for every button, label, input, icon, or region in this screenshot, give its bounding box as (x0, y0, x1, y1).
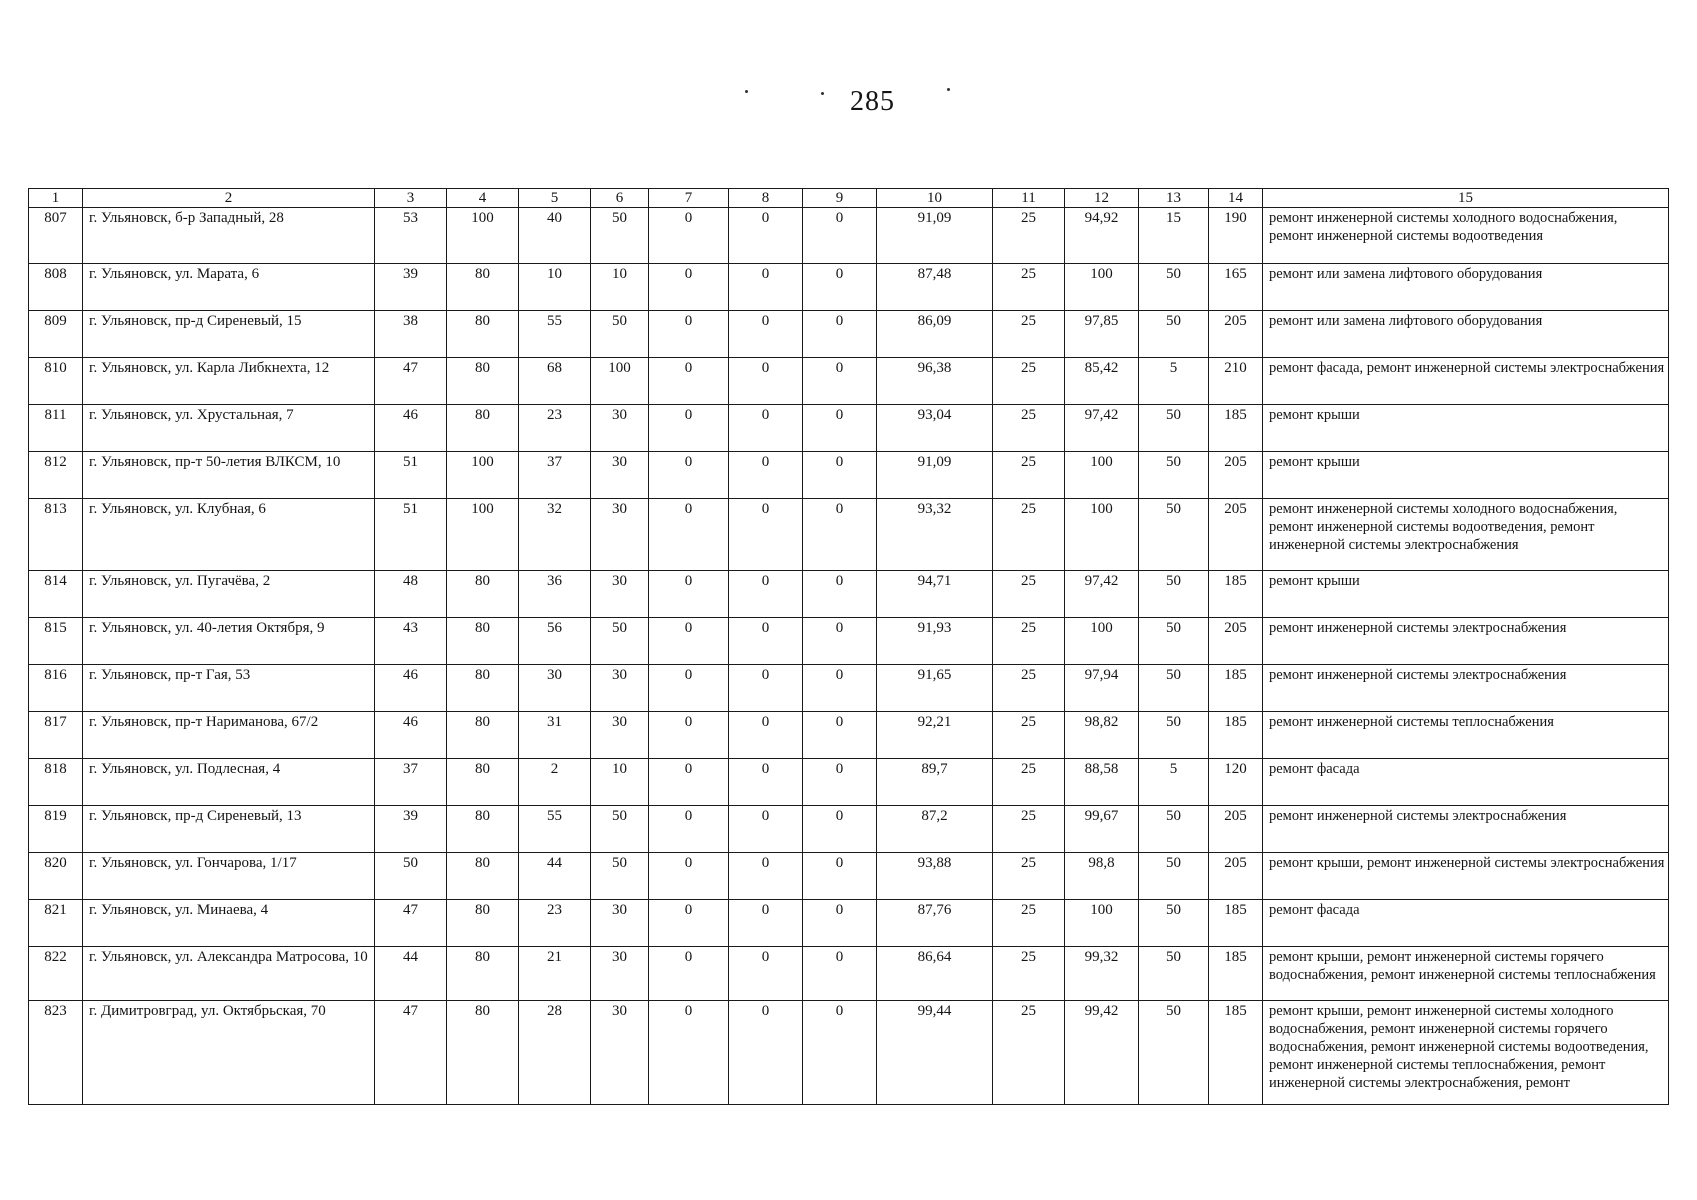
value-cell-col-12: 97,85 (1065, 311, 1139, 358)
address-cell: г. Ульяновск, ул. Подлесная, 4 (83, 759, 375, 806)
value-cell-col-6: 50 (591, 618, 649, 665)
address-cell: г. Димитровград, ул. Октябрьская, 70 (83, 1001, 375, 1105)
row-number-cell: 813 (29, 499, 83, 571)
value-cell-col-7: 0 (649, 712, 729, 759)
table-row (29, 618, 1669, 665)
table-row (29, 499, 1669, 571)
value-cell-col-11: 25 (993, 947, 1065, 1001)
value-cell-col-14: 185 (1209, 1001, 1263, 1105)
value-cell-col-11: 25 (993, 618, 1065, 665)
value-cell-col-4: 100 (447, 208, 519, 264)
value-cell-col-3: 47 (375, 900, 447, 947)
page-number: 285 (850, 86, 895, 117)
value-cell-col-7: 0 (649, 947, 729, 1001)
value-cell-col-4: 80 (447, 853, 519, 900)
table-row (29, 208, 1669, 264)
value-cell-col-7: 0 (649, 618, 729, 665)
value-cell-col-7: 0 (649, 264, 729, 311)
row-number-cell: 820 (29, 853, 83, 900)
value-cell-col-8: 0 (729, 452, 803, 499)
work-description-cell: ремонт или замена лифтового оборудования (1263, 264, 1669, 311)
value-cell-col-8: 0 (729, 1001, 803, 1105)
table-row (29, 311, 1669, 358)
value-cell-col-11: 25 (993, 358, 1065, 405)
value-cell-col-7: 0 (649, 759, 729, 806)
value-cell-col-7: 0 (649, 900, 729, 947)
table-row (29, 806, 1669, 853)
value-cell-col-14: 185 (1209, 665, 1263, 712)
value-cell-col-9: 0 (803, 806, 877, 853)
value-cell-col-8: 0 (729, 665, 803, 712)
value-cell-col-9: 0 (803, 618, 877, 665)
value-cell-col-11: 25 (993, 900, 1065, 947)
value-cell-col-12: 99,42 (1065, 1001, 1139, 1105)
value-cell-col-6: 100 (591, 358, 649, 405)
value-cell-col-14: 210 (1209, 358, 1263, 405)
value-cell-col-5: 23 (519, 405, 591, 452)
address-cell: г. Ульяновск, ул. 40-летия Октября, 9 (83, 618, 375, 665)
value-cell-col-8: 0 (729, 208, 803, 264)
work-description-cell: ремонт крыши, ремонт инженерной системы горячего водоснабжения, ремонт инженерной системы теплоснабжения (1263, 947, 1669, 1001)
value-cell-col-3: 43 (375, 618, 447, 665)
table-row (29, 452, 1669, 499)
value-cell-col-4: 80 (447, 806, 519, 853)
address-cell: г. Ульяновск, пр-т Гая, 53 (83, 665, 375, 712)
value-cell-col-6: 10 (591, 759, 649, 806)
row-number-cell: 823 (29, 1001, 83, 1105)
scan-speck (947, 88, 950, 91)
value-cell-col-7: 0 (649, 853, 729, 900)
value-cell-col-4: 80 (447, 618, 519, 665)
address-cell: г. Ульяновск, ул. Пугачёва, 2 (83, 571, 375, 618)
value-cell-col-4: 80 (447, 900, 519, 947)
value-cell-col-4: 80 (447, 311, 519, 358)
value-cell-col-13: 50 (1139, 712, 1209, 759)
value-cell-col-11: 25 (993, 665, 1065, 712)
address-cell: г. Ульяновск, ул. Хрустальная, 7 (83, 405, 375, 452)
value-cell-col-12: 99,32 (1065, 947, 1139, 1001)
column-header-8: 8 (729, 189, 803, 208)
value-cell-col-8: 0 (729, 618, 803, 665)
value-cell-col-14: 185 (1209, 712, 1263, 759)
table-row (29, 358, 1669, 405)
address-cell: г. Ульяновск, ул. Гончарова, 1/17 (83, 853, 375, 900)
column-header-5: 5 (519, 189, 591, 208)
work-description-cell: ремонт крыши, ремонт инженерной системы электроснабжения (1263, 853, 1669, 900)
value-cell-col-8: 0 (729, 853, 803, 900)
row-number-cell: 816 (29, 665, 83, 712)
scan-speck (745, 90, 748, 93)
value-cell-col-10: 91,09 (877, 452, 993, 499)
value-cell-col-9: 0 (803, 452, 877, 499)
row-number-cell: 814 (29, 571, 83, 618)
value-cell-col-10: 96,38 (877, 358, 993, 405)
value-cell-col-8: 0 (729, 759, 803, 806)
address-cell: г. Ульяновск, ул. Карла Либкнехта, 12 (83, 358, 375, 405)
row-number-cell: 821 (29, 900, 83, 947)
value-cell-col-5: 30 (519, 665, 591, 712)
value-cell-col-5: 40 (519, 208, 591, 264)
value-cell-col-5: 68 (519, 358, 591, 405)
row-number-cell: 822 (29, 947, 83, 1001)
value-cell-col-8: 0 (729, 311, 803, 358)
value-cell-col-10: 94,71 (877, 571, 993, 618)
value-cell-col-12: 100 (1065, 264, 1139, 311)
value-cell-col-3: 47 (375, 358, 447, 405)
value-cell-col-12: 97,42 (1065, 571, 1139, 618)
value-cell-col-11: 25 (993, 264, 1065, 311)
value-cell-col-12: 100 (1065, 618, 1139, 665)
value-cell-col-12: 98,8 (1065, 853, 1139, 900)
row-number-cell: 810 (29, 358, 83, 405)
value-cell-col-13: 50 (1139, 264, 1209, 311)
value-cell-col-14: 185 (1209, 947, 1263, 1001)
value-cell-col-5: 21 (519, 947, 591, 1001)
value-cell-col-6: 30 (591, 665, 649, 712)
row-number-cell: 817 (29, 712, 83, 759)
value-cell-col-11: 25 (993, 806, 1065, 853)
value-cell-col-4: 80 (447, 264, 519, 311)
value-cell-col-14: 205 (1209, 806, 1263, 853)
table-row (29, 665, 1669, 712)
table-row (29, 759, 1669, 806)
value-cell-col-8: 0 (729, 264, 803, 311)
address-cell: г. Ульяновск, ул. Марата, 6 (83, 264, 375, 311)
value-cell-col-9: 0 (803, 712, 877, 759)
value-cell-col-3: 51 (375, 499, 447, 571)
value-cell-col-11: 25 (993, 311, 1065, 358)
value-cell-col-8: 0 (729, 900, 803, 947)
value-cell-col-13: 50 (1139, 405, 1209, 452)
work-description-cell: ремонт крыши, ремонт инженерной системы холодного водоснабжения, ремонт инженерной системы горячего водоснабжения, ремонт инженерной системы водоотведения, ремонт инженерной системы теплоснабжения, ремонт инженерной системы электроснабжения, ремонт (1263, 1001, 1669, 1105)
work-description-cell: ремонт фасада (1263, 900, 1669, 947)
column-header-6: 6 (591, 189, 649, 208)
value-cell-col-13: 50 (1139, 311, 1209, 358)
row-number-cell: 809 (29, 311, 83, 358)
value-cell-col-10: 91,65 (877, 665, 993, 712)
row-number-cell: 818 (29, 759, 83, 806)
repair-program-table-container (28, 188, 1668, 1105)
column-header-9: 9 (803, 189, 877, 208)
value-cell-col-8: 0 (729, 947, 803, 1001)
value-cell-col-6: 30 (591, 712, 649, 759)
value-cell-col-13: 50 (1139, 806, 1209, 853)
value-cell-col-5: 55 (519, 806, 591, 853)
value-cell-col-12: 85,42 (1065, 358, 1139, 405)
value-cell-col-14: 120 (1209, 759, 1263, 806)
work-description-cell: ремонт или замена лифтового оборудования (1263, 311, 1669, 358)
value-cell-col-12: 97,94 (1065, 665, 1139, 712)
value-cell-col-9: 0 (803, 900, 877, 947)
value-cell-col-4: 80 (447, 405, 519, 452)
value-cell-col-12: 88,58 (1065, 759, 1139, 806)
value-cell-col-6: 50 (591, 806, 649, 853)
address-cell: г. Ульяновск, ул. Александра Матросова, 10 (83, 947, 375, 1001)
value-cell-col-13: 50 (1139, 499, 1209, 571)
column-header-2: 2 (83, 189, 375, 208)
value-cell-col-3: 44 (375, 947, 447, 1001)
value-cell-col-8: 0 (729, 806, 803, 853)
value-cell-col-11: 25 (993, 405, 1065, 452)
row-number-cell: 811 (29, 405, 83, 452)
value-cell-col-14: 185 (1209, 900, 1263, 947)
value-cell-col-11: 25 (993, 571, 1065, 618)
value-cell-col-3: 46 (375, 665, 447, 712)
value-cell-col-14: 205 (1209, 452, 1263, 499)
address-cell: г. Ульяновск, пр-д Сиреневый, 13 (83, 806, 375, 853)
value-cell-col-6: 30 (591, 452, 649, 499)
value-cell-col-4: 80 (447, 358, 519, 405)
value-cell-col-10: 93,32 (877, 499, 993, 571)
value-cell-col-13: 15 (1139, 208, 1209, 264)
table-row (29, 900, 1669, 947)
column-header-10: 10 (877, 189, 993, 208)
value-cell-col-4: 80 (447, 759, 519, 806)
value-cell-col-13: 50 (1139, 452, 1209, 499)
value-cell-col-4: 100 (447, 452, 519, 499)
value-cell-col-6: 30 (591, 499, 649, 571)
value-cell-col-7: 0 (649, 665, 729, 712)
value-cell-col-8: 0 (729, 712, 803, 759)
value-cell-col-14: 205 (1209, 499, 1263, 571)
value-cell-col-14: 205 (1209, 311, 1263, 358)
value-cell-col-9: 0 (803, 947, 877, 1001)
value-cell-col-3: 51 (375, 452, 447, 499)
value-cell-col-6: 50 (591, 853, 649, 900)
value-cell-col-13: 5 (1139, 759, 1209, 806)
value-cell-col-5: 32 (519, 499, 591, 571)
value-cell-col-7: 0 (649, 208, 729, 264)
value-cell-col-12: 100 (1065, 900, 1139, 947)
value-cell-col-13: 50 (1139, 900, 1209, 947)
row-number-cell: 807 (29, 208, 83, 264)
table-row (29, 264, 1669, 311)
work-description-cell: ремонт фасада (1263, 759, 1669, 806)
value-cell-col-7: 0 (649, 452, 729, 499)
value-cell-col-5: 28 (519, 1001, 591, 1105)
value-cell-col-11: 25 (993, 452, 1065, 499)
value-cell-col-5: 36 (519, 571, 591, 618)
value-cell-col-7: 0 (649, 358, 729, 405)
value-cell-col-14: 185 (1209, 405, 1263, 452)
value-cell-col-10: 91,09 (877, 208, 993, 264)
value-cell-col-7: 0 (649, 405, 729, 452)
address-cell: г. Ульяновск, б-р Западный, 28 (83, 208, 375, 264)
column-header-7: 7 (649, 189, 729, 208)
value-cell-col-12: 100 (1065, 452, 1139, 499)
value-cell-col-14: 190 (1209, 208, 1263, 264)
value-cell-col-5: 2 (519, 759, 591, 806)
value-cell-col-9: 0 (803, 665, 877, 712)
column-header-15: 15 (1263, 189, 1669, 208)
value-cell-col-6: 50 (591, 311, 649, 358)
value-cell-col-3: 46 (375, 712, 447, 759)
scan-speck (821, 92, 824, 95)
address-cell: г. Ульяновск, пр-т 50-летия ВЛКСМ, 10 (83, 452, 375, 499)
value-cell-col-8: 0 (729, 571, 803, 618)
value-cell-col-3: 50 (375, 853, 447, 900)
value-cell-col-10: 87,76 (877, 900, 993, 947)
value-cell-col-4: 80 (447, 1001, 519, 1105)
value-cell-col-8: 0 (729, 358, 803, 405)
value-cell-col-7: 0 (649, 499, 729, 571)
value-cell-col-3: 53 (375, 208, 447, 264)
address-cell: г. Ульяновск, пр-д Сиреневый, 15 (83, 311, 375, 358)
table-row (29, 853, 1669, 900)
column-header-14: 14 (1209, 189, 1263, 208)
value-cell-col-11: 25 (993, 208, 1065, 264)
value-cell-col-10: 92,21 (877, 712, 993, 759)
value-cell-col-14: 205 (1209, 618, 1263, 665)
value-cell-col-14: 185 (1209, 571, 1263, 618)
work-description-cell: ремонт крыши (1263, 571, 1669, 618)
value-cell-col-3: 46 (375, 405, 447, 452)
value-cell-col-10: 93,88 (877, 853, 993, 900)
value-cell-col-9: 0 (803, 1001, 877, 1105)
value-cell-col-6: 30 (591, 947, 649, 1001)
repair-program-table (28, 188, 1669, 1105)
value-cell-col-5: 23 (519, 900, 591, 947)
value-cell-col-5: 56 (519, 618, 591, 665)
value-cell-col-9: 0 (803, 208, 877, 264)
table-row (29, 712, 1669, 759)
address-cell: г. Ульяновск, ул. Клубная, 6 (83, 499, 375, 571)
column-header-4: 4 (447, 189, 519, 208)
value-cell-col-7: 0 (649, 806, 729, 853)
value-cell-col-5: 10 (519, 264, 591, 311)
value-cell-col-6: 10 (591, 264, 649, 311)
value-cell-col-10: 86,09 (877, 311, 993, 358)
value-cell-col-11: 25 (993, 499, 1065, 571)
value-cell-col-5: 37 (519, 452, 591, 499)
value-cell-col-5: 31 (519, 712, 591, 759)
value-cell-col-9: 0 (803, 853, 877, 900)
value-cell-col-13: 5 (1139, 358, 1209, 405)
value-cell-col-3: 39 (375, 264, 447, 311)
value-cell-col-3: 39 (375, 806, 447, 853)
value-cell-col-12: 97,42 (1065, 405, 1139, 452)
value-cell-col-13: 50 (1139, 571, 1209, 618)
work-description-cell: ремонт крыши (1263, 405, 1669, 452)
value-cell-col-11: 25 (993, 759, 1065, 806)
value-cell-col-10: 87,2 (877, 806, 993, 853)
value-cell-col-13: 50 (1139, 618, 1209, 665)
row-number-cell: 819 (29, 806, 83, 853)
value-cell-col-12: 99,67 (1065, 806, 1139, 853)
value-cell-col-9: 0 (803, 264, 877, 311)
value-cell-col-9: 0 (803, 311, 877, 358)
work-description-cell: ремонт крыши (1263, 452, 1669, 499)
address-cell: г. Ульяновск, ул. Минаева, 4 (83, 900, 375, 947)
work-description-cell: ремонт инженерной системы холодного водоснабжения, ремонт инженерной системы водоотведения, ремонт инженерной системы электроснабжения (1263, 499, 1669, 571)
value-cell-col-12: 100 (1065, 499, 1139, 571)
value-cell-col-8: 0 (729, 499, 803, 571)
value-cell-col-10: 99,44 (877, 1001, 993, 1105)
table-row (29, 947, 1669, 1001)
value-cell-col-7: 0 (649, 311, 729, 358)
column-header-11: 11 (993, 189, 1065, 208)
table-row (29, 405, 1669, 452)
value-cell-col-9: 0 (803, 358, 877, 405)
value-cell-col-13: 50 (1139, 947, 1209, 1001)
value-cell-col-6: 30 (591, 405, 649, 452)
value-cell-col-6: 30 (591, 1001, 649, 1105)
value-cell-col-13: 50 (1139, 1001, 1209, 1105)
value-cell-col-3: 47 (375, 1001, 447, 1105)
row-number-cell: 808 (29, 264, 83, 311)
work-description-cell: ремонт инженерной системы электроснабжения (1263, 806, 1669, 853)
value-cell-col-5: 55 (519, 311, 591, 358)
value-cell-col-4: 80 (447, 665, 519, 712)
value-cell-col-6: 30 (591, 571, 649, 618)
value-cell-col-9: 0 (803, 405, 877, 452)
value-cell-col-7: 0 (649, 571, 729, 618)
value-cell-col-14: 165 (1209, 264, 1263, 311)
column-header-1: 1 (29, 189, 83, 208)
value-cell-col-10: 91,93 (877, 618, 993, 665)
value-cell-col-3: 48 (375, 571, 447, 618)
value-cell-col-4: 100 (447, 499, 519, 571)
row-number-cell: 815 (29, 618, 83, 665)
column-header-3: 3 (375, 189, 447, 208)
table-body (29, 208, 1669, 1105)
value-cell-col-5: 44 (519, 853, 591, 900)
row-number-cell: 812 (29, 452, 83, 499)
value-cell-col-10: 87,48 (877, 264, 993, 311)
value-cell-col-12: 98,82 (1065, 712, 1139, 759)
work-description-cell: ремонт фасада, ремонт инженерной системы электроснабжения (1263, 358, 1669, 405)
value-cell-col-10: 86,64 (877, 947, 993, 1001)
work-description-cell: ремонт инженерной системы электроснабжения (1263, 665, 1669, 712)
column-header-12: 12 (1065, 189, 1139, 208)
value-cell-col-11: 25 (993, 1001, 1065, 1105)
value-cell-col-14: 205 (1209, 853, 1263, 900)
work-description-cell: ремонт инженерной системы теплоснабжения (1263, 712, 1669, 759)
value-cell-col-9: 0 (803, 759, 877, 806)
value-cell-col-11: 25 (993, 853, 1065, 900)
value-cell-col-11: 25 (993, 712, 1065, 759)
table-row (29, 571, 1669, 618)
value-cell-col-4: 80 (447, 947, 519, 1001)
value-cell-col-3: 38 (375, 311, 447, 358)
value-cell-col-13: 50 (1139, 853, 1209, 900)
header-row (29, 189, 1669, 208)
value-cell-col-7: 0 (649, 1001, 729, 1105)
value-cell-col-3: 37 (375, 759, 447, 806)
column-header-13: 13 (1139, 189, 1209, 208)
value-cell-col-4: 80 (447, 712, 519, 759)
value-cell-col-13: 50 (1139, 665, 1209, 712)
value-cell-col-12: 94,92 (1065, 208, 1139, 264)
table-row (29, 1001, 1669, 1105)
address-cell: г. Ульяновск, пр-т Нариманова, 67/2 (83, 712, 375, 759)
value-cell-col-4: 80 (447, 571, 519, 618)
work-description-cell: ремонт инженерной системы холодного водоснабжения, ремонт инженерной системы водоотведения (1263, 208, 1669, 264)
value-cell-col-6: 50 (591, 208, 649, 264)
value-cell-col-9: 0 (803, 499, 877, 571)
work-description-cell: ремонт инженерной системы электроснабжения (1263, 618, 1669, 665)
value-cell-col-9: 0 (803, 571, 877, 618)
value-cell-col-8: 0 (729, 405, 803, 452)
value-cell-col-10: 89,7 (877, 759, 993, 806)
value-cell-col-10: 93,04 (877, 405, 993, 452)
value-cell-col-6: 30 (591, 900, 649, 947)
